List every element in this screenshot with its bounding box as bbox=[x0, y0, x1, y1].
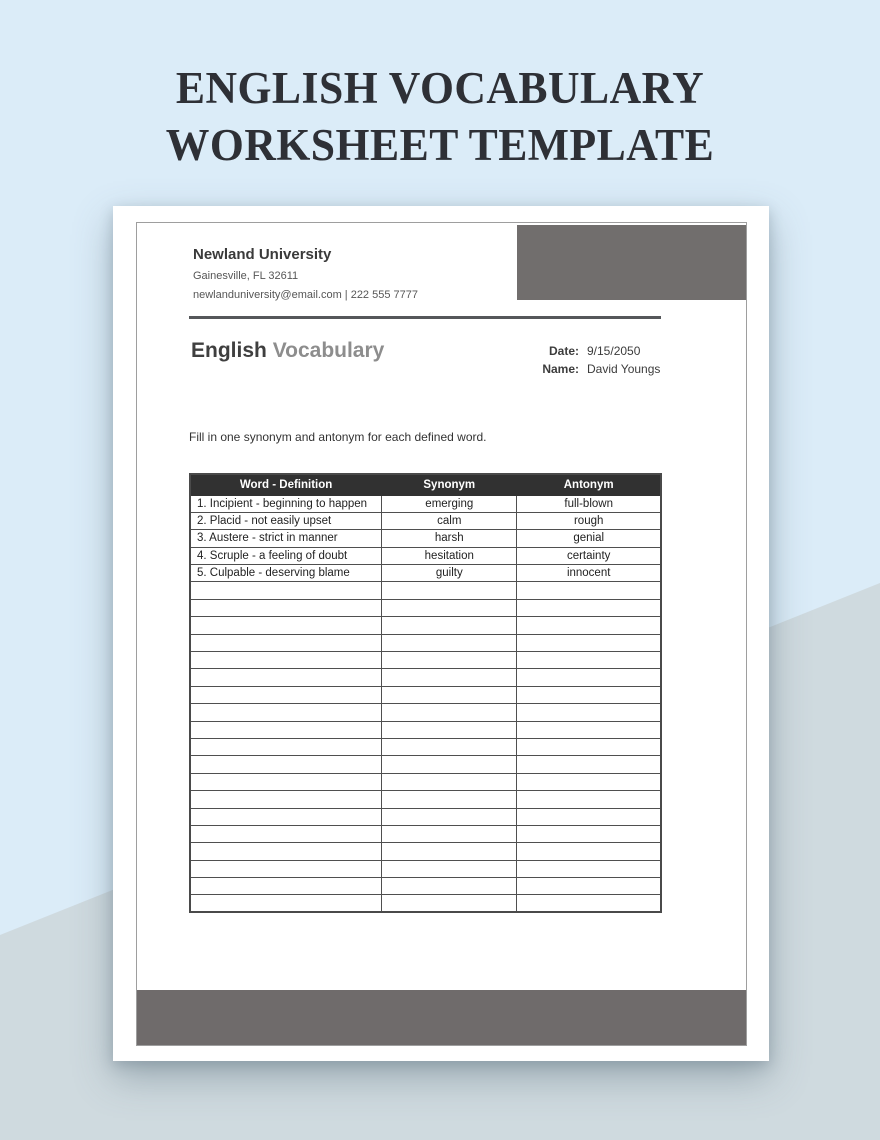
meta-block bbox=[531, 342, 662, 378]
empty-cell bbox=[517, 773, 661, 790]
empty-cell bbox=[517, 704, 661, 721]
empty-cell bbox=[190, 652, 382, 669]
empty-cell bbox=[190, 878, 382, 895]
vocabulary-table-head bbox=[190, 474, 661, 495]
header-corner-block bbox=[517, 225, 746, 300]
empty-cell bbox=[517, 791, 661, 808]
empty-cell bbox=[517, 756, 661, 773]
synonym-cell: emerging bbox=[382, 495, 517, 512]
organization-header bbox=[193, 245, 418, 304]
word-definition-cell: 3. Austere - strict in manner bbox=[190, 530, 382, 547]
empty-cell bbox=[190, 617, 382, 634]
empty-cell bbox=[190, 773, 382, 790]
empty-table-row bbox=[190, 878, 661, 895]
empty-cell bbox=[382, 756, 517, 773]
name-label: Name: bbox=[542, 362, 579, 376]
empty-cell bbox=[382, 704, 517, 721]
empty-cell bbox=[382, 634, 517, 651]
empty-cell bbox=[517, 721, 661, 738]
empty-cell bbox=[190, 825, 382, 842]
meta-date-row bbox=[531, 342, 662, 360]
table-row bbox=[190, 512, 661, 529]
meta-name-row bbox=[531, 360, 662, 378]
empty-table-row bbox=[190, 773, 661, 790]
antonym-cell: full-blown bbox=[517, 495, 661, 512]
header-divider bbox=[189, 316, 661, 319]
worksheet-heading-primary: English bbox=[191, 339, 267, 362]
table-header-cell: Synonym bbox=[382, 474, 517, 495]
word-definition-cell: 5. Culpable - deserving blame bbox=[190, 565, 382, 582]
instruction-text: Fill in one synonym and antonym for each defined word. bbox=[189, 430, 487, 444]
empty-cell bbox=[382, 843, 517, 860]
empty-cell bbox=[190, 791, 382, 808]
empty-table-row bbox=[190, 738, 661, 755]
synonym-cell: harsh bbox=[382, 530, 517, 547]
footer-color-bar bbox=[137, 990, 746, 1045]
empty-table-row bbox=[190, 617, 661, 634]
empty-table-row bbox=[190, 582, 661, 599]
organization-address: Gainesville, FL 32611 bbox=[193, 270, 299, 282]
vocabulary-table-body bbox=[190, 495, 661, 912]
empty-cell bbox=[190, 599, 382, 616]
empty-cell bbox=[382, 582, 517, 599]
empty-cell bbox=[190, 669, 382, 686]
empty-cell bbox=[190, 721, 382, 738]
empty-cell bbox=[517, 582, 661, 599]
empty-cell bbox=[382, 878, 517, 895]
antonym-cell: innocent bbox=[517, 565, 661, 582]
empty-cell bbox=[382, 825, 517, 842]
empty-cell bbox=[517, 895, 661, 912]
page-title-line1: ENGLISH VOCABULARY bbox=[175, 63, 705, 113]
empty-cell bbox=[190, 704, 382, 721]
empty-cell bbox=[190, 738, 382, 755]
empty-cell bbox=[382, 617, 517, 634]
empty-cell bbox=[517, 843, 661, 860]
word-definition-cell: 2. Placid - not easily upset bbox=[190, 512, 382, 529]
empty-table-row bbox=[190, 669, 661, 686]
organization-name: Newland University bbox=[193, 246, 332, 263]
empty-table-row bbox=[190, 843, 661, 860]
table-row bbox=[190, 530, 661, 547]
worksheet-inner-frame bbox=[136, 222, 747, 1046]
empty-cell bbox=[517, 878, 661, 895]
empty-cell bbox=[517, 686, 661, 703]
synonym-cell: calm bbox=[382, 512, 517, 529]
date-label: Date: bbox=[548, 344, 579, 358]
worksheet-heading bbox=[191, 338, 384, 364]
table-row bbox=[190, 565, 661, 582]
empty-table-row bbox=[190, 825, 661, 842]
synonym-cell: hesitation bbox=[382, 547, 517, 564]
empty-cell bbox=[517, 634, 661, 651]
empty-table-row bbox=[190, 791, 661, 808]
antonym-cell: rough bbox=[517, 512, 661, 529]
empty-cell bbox=[382, 686, 517, 703]
empty-cell bbox=[190, 634, 382, 651]
empty-table-row bbox=[190, 704, 661, 721]
worksheet-page bbox=[113, 206, 769, 1061]
page-title bbox=[0, 60, 880, 174]
empty-cell bbox=[190, 808, 382, 825]
name-value: David Youngs bbox=[587, 362, 661, 376]
empty-cell bbox=[190, 756, 382, 773]
empty-cell bbox=[382, 860, 517, 877]
empty-table-row bbox=[190, 721, 661, 738]
empty-table-row bbox=[190, 686, 661, 703]
date-value: 9/15/2050 bbox=[587, 344, 641, 358]
empty-cell bbox=[382, 669, 517, 686]
empty-cell bbox=[382, 791, 517, 808]
table-header-row bbox=[190, 474, 661, 495]
empty-cell bbox=[517, 825, 661, 842]
empty-table-row bbox=[190, 808, 661, 825]
synonym-cell: guilty bbox=[382, 565, 517, 582]
empty-cell bbox=[517, 652, 661, 669]
empty-cell bbox=[190, 895, 382, 912]
empty-cell bbox=[382, 738, 517, 755]
empty-cell bbox=[517, 860, 661, 877]
empty-table-row bbox=[190, 599, 661, 616]
empty-cell bbox=[517, 599, 661, 616]
worksheet-heading-secondary: Vocabulary bbox=[272, 339, 385, 362]
empty-cell bbox=[190, 686, 382, 703]
empty-cell bbox=[517, 617, 661, 634]
table-header-cell: Word - Definition bbox=[190, 474, 382, 495]
empty-table-row bbox=[190, 652, 661, 669]
empty-cell bbox=[382, 895, 517, 912]
empty-cell bbox=[190, 582, 382, 599]
organization-contact: newlanduniversity@email.com | 222 555 7777 bbox=[193, 288, 418, 301]
empty-cell bbox=[382, 808, 517, 825]
word-definition-cell: 4. Scruple - a feeling of doubt bbox=[190, 547, 382, 564]
table-row bbox=[190, 495, 661, 512]
antonym-cell: genial bbox=[517, 530, 661, 547]
empty-cell bbox=[382, 773, 517, 790]
page-title-line2: WORKSHEET TEMPLATE bbox=[165, 120, 715, 170]
table-header-cell: Antonym bbox=[517, 474, 661, 495]
empty-table-row bbox=[190, 895, 661, 912]
empty-cell bbox=[190, 843, 382, 860]
empty-table-row bbox=[190, 756, 661, 773]
vocabulary-table bbox=[189, 473, 662, 913]
table-row bbox=[190, 547, 661, 564]
empty-cell bbox=[190, 860, 382, 877]
empty-cell bbox=[382, 599, 517, 616]
empty-cell bbox=[517, 738, 661, 755]
empty-table-row bbox=[190, 634, 661, 651]
empty-cell bbox=[517, 808, 661, 825]
empty-table-row bbox=[190, 860, 661, 877]
empty-cell bbox=[382, 652, 517, 669]
empty-cell bbox=[517, 669, 661, 686]
antonym-cell: certainty bbox=[517, 547, 661, 564]
empty-cell bbox=[382, 721, 517, 738]
word-definition-cell: 1. Incipient - beginning to happen bbox=[190, 495, 382, 512]
